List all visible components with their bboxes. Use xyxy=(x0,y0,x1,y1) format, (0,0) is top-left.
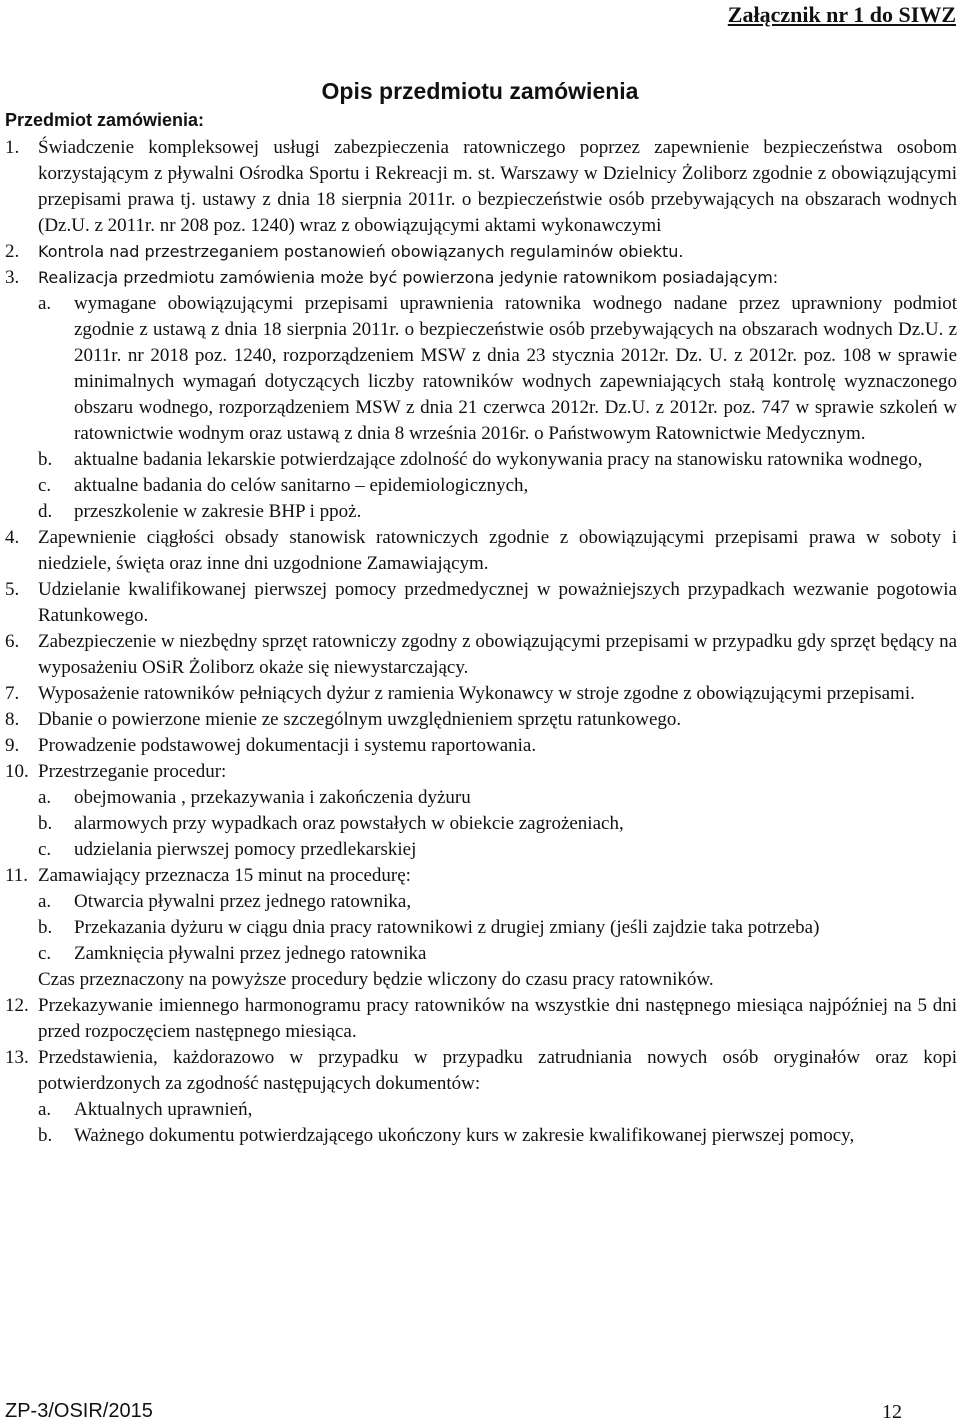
item-number: 4. xyxy=(5,527,20,548)
item-text: Przedstawienia, każdorazowo w przypadku w przypadku zatrudniania nowych osób oryginałów oraz kopi potwierdzonych za zgodność następujących dokumentów: xyxy=(38,1047,957,1094)
sub-item xyxy=(38,499,957,525)
item-text: Realizacja przedmiotu zamówienia może być powierzona jedynie ratownikom posiadającym: xyxy=(38,268,779,287)
sub-item-letter: a. xyxy=(38,293,52,314)
list-item xyxy=(5,239,957,265)
footer-reference: ZP-3/OSIR/2015 xyxy=(5,1400,153,1422)
sub-item-text: Otwarcia pływalni przez jednego ratownika, xyxy=(74,891,412,912)
attachment-header: Załącznik nr 1 do SIWZ xyxy=(727,2,956,27)
sub-item-letter: a. xyxy=(38,787,52,808)
sub-item-letter: c. xyxy=(38,943,52,964)
sub-item-letter: b. xyxy=(38,917,53,938)
sub-item-letter: a. xyxy=(38,891,52,912)
sub-item xyxy=(38,837,957,863)
sub-item-letter: b. xyxy=(38,813,53,834)
sub-item-text: Przekazania dyżuru w ciągu dnia pracy ratownikowi z drugiej zmiany (jeśli zajdzie taka potrzeba) xyxy=(74,917,820,938)
item-text: Wyposażenie ratowników pełniących dyżur z ramienia Wykonawcy w stroje zgodne z obowiązującymi przepisami. xyxy=(38,683,915,704)
sub-item-letter: b. xyxy=(38,449,53,470)
page-number: 12 xyxy=(882,1401,902,1423)
item-number: 9. xyxy=(5,735,20,756)
sub-item-text: obejmowania , przekazywania i zakończenia dyżuru xyxy=(74,787,471,808)
sub-item-text: udzielania pierwszej pomocy przedlekarskiej xyxy=(74,839,417,860)
item-number: 7. xyxy=(5,683,20,704)
document-title-text: Opis przedmiotu zamówienia xyxy=(321,78,639,104)
list-item xyxy=(5,525,957,577)
list-item xyxy=(5,629,957,681)
list-item xyxy=(5,759,957,785)
sub-item xyxy=(38,941,957,967)
item-number: 13. xyxy=(5,1047,29,1068)
sub-item xyxy=(38,291,957,447)
item-text: Udzielanie kwalifikowanej pierwszej pomocy przedmedycznej w poważniejszych przypadkach wezwanie pogotowia Ratunkowego. xyxy=(38,579,957,626)
sub-item xyxy=(38,447,957,473)
sub-item-letter: a. xyxy=(38,1099,52,1120)
item-number: 2. xyxy=(5,241,20,262)
sub-item-letter: c. xyxy=(38,839,52,860)
item-text: Świadczenie kompleksowej usługi zabezpieczenia ratowniczego poprzez zapewnienie bezpieczeństwa osobom korzystającym z pływalni Ośrodka Sportu i Rekreacji m. st. Warszawy w Dzielnicy Żoliborz zgodnie z obowiązującymi przepisami prawa tj. ustawy z dnia 18 sierpnia 2011r. o bezpieczeństwie osób przebywających na obszarach wodnych (Dz.U. z 2011r. nr 208 poz. 1240) wraz z obowiązującymi aktami wykonawczymi xyxy=(38,137,957,236)
sub-item-text: Aktualnych uprawnień, xyxy=(74,1099,253,1120)
item-number: 8. xyxy=(5,709,20,730)
sub-item-text: Zamknięcia pływalni przez jednego ratownika xyxy=(74,943,427,964)
sub-item xyxy=(38,889,957,915)
sub-item xyxy=(38,1123,957,1149)
document-title xyxy=(0,78,960,105)
list-item xyxy=(5,577,957,629)
item-number: 12. xyxy=(5,995,29,1016)
sub-item-text: przeszkolenie w zakresie BHP i ppoż. xyxy=(74,501,362,522)
list-item xyxy=(5,993,957,1045)
item-text: Prowadzenie podstawowej dokumentacji i systemu raportowania. xyxy=(38,735,537,756)
item-number: 11. xyxy=(5,865,29,886)
procedure-time-note: Czas przeznaczony na powyższe procedury będzie wliczony do czasu pracy ratowników. xyxy=(38,969,714,990)
sub-item xyxy=(38,1097,957,1123)
sub-item-letter: c. xyxy=(38,475,52,496)
list-item xyxy=(5,733,957,759)
sub-item xyxy=(38,915,957,941)
item-text: Zapewnienie ciągłości obsady stanowisk ratowniczych zgodnie z obowiązującymi przepisami prawa w soboty i niedziele, święta oraz inne dni uzgodnione Zamawiającym. xyxy=(38,527,957,574)
subject-label: Przedmiot zamówienia: xyxy=(5,110,205,130)
list-item xyxy=(5,707,957,733)
item-text: Dbanie o powierzone mienie ze szczególnym uwzględnieniem sprzętu ratunkowego. xyxy=(38,709,682,730)
item-text: Zabezpieczenie w niezbędny sprzęt ratowniczy zgodny z obowiązującymi przepisami w przypadku gdy sprzęt będący na wyposażeniu OSiR Żoliborz okaże się niewystarczający. xyxy=(38,631,958,678)
item-text: Zamawiający przeznacza 15 minut na procedurę: xyxy=(38,865,411,886)
document-body xyxy=(5,135,957,1149)
item-number: 6. xyxy=(5,631,20,652)
list-item xyxy=(5,265,957,291)
sub-item-text: aktualne badania do celów sanitarno – epidemiologicznych, xyxy=(74,475,529,496)
item-text: Przestrzeganie procedur: xyxy=(38,761,227,782)
item-text: Przekazywanie imiennego harmonogramu pracy ratowników na wszystkie dni następnego miesiąca najpóźniej na 5 dni przed rozpoczęciem następnego miesiąca. xyxy=(38,995,957,1042)
list-item xyxy=(5,1045,957,1097)
sub-item-letter: d. xyxy=(38,501,53,522)
sub-item-text: alarmowych przy wypadkach oraz powstałych w obiekcie zagrożeniach, xyxy=(74,813,624,834)
item-number: 1. xyxy=(5,137,20,158)
list-item xyxy=(5,681,957,707)
item-number: 3. xyxy=(5,267,20,288)
list-item xyxy=(5,863,957,889)
list-item xyxy=(5,135,957,239)
sub-item xyxy=(38,473,957,499)
item-text: Kontrola nad przestrzeganiem postanowień obowiązanych regulaminów obiektu. xyxy=(38,242,684,261)
sub-item-text: Ważnego dokumentu potwierdzającego ukończony kurs w zakresie kwalifikowanej pierwszej pomocy, xyxy=(74,1125,855,1146)
sub-item-letter: b. xyxy=(38,1125,53,1146)
sub-item xyxy=(38,785,957,811)
item-number: 10. xyxy=(5,761,29,782)
sub-item-text: wymagane obowiązującymi przepisami uprawnienia ratownika wodnego nadane przez uprawniony podmiot zgodnie z ustawą z dnia 18 sierpnia 2011r. o bezpieczeństwie osób przebywających na obszarach wodnych Dz.U. z 2011r. nr 2018 poz. 1240, rozporządzeniem MSW z dnia 23 stycznia 2012r. Dz. U. z 2012r. poz. 108 w sprawie minimalnych wymagań dotyczących liczby ratowników wodnych zapewniających stałą kontrolę wyznaczonego obszaru wodnego, rozporządzeniem MSW z dnia 21 czerwca 2012r. Dz.U. z 2012r. poz. 747 w sprawie szkoleń w ratownictwie wodnym oraz ustawą z dnia 8 września 2016r. o Państwowym Ratownictwie Medycznym. xyxy=(74,293,957,444)
sub-item xyxy=(38,811,957,837)
item-number: 5. xyxy=(5,579,20,600)
sub-item-text: aktualne badania lekarskie potwierdzające zdolność do wykonywania pracy na stanowisku ratownika wodnego, xyxy=(74,449,923,470)
